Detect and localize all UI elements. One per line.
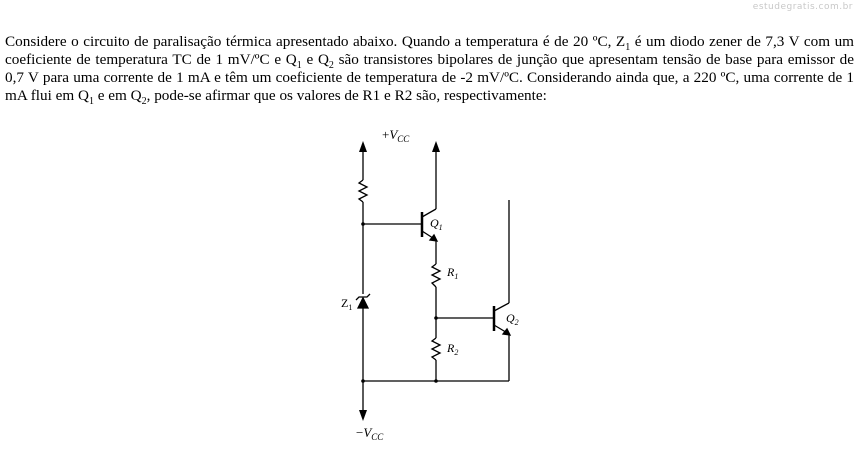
vcc-pos-arrow-right — [432, 141, 440, 152]
question-part-3: e Q — [301, 51, 329, 68]
q2-subscript: 2 — [328, 60, 334, 72]
vcc-pos-arrow-left — [359, 141, 367, 152]
z1-label: $Z_1$ — [341, 296, 353, 312]
question-part-2: é um diodo zener de 7,3 V com um coeficiente de temperatura TC de 1 mV/ºC e Q — [5, 33, 854, 68]
q1-subscript: 1 — [296, 60, 302, 72]
resistor-r1 — [432, 264, 440, 287]
q1-label: $Q_1$ — [430, 216, 443, 232]
watermark: estudegratis.com.br — [752, 2, 853, 12]
junction-dots — [361, 222, 438, 383]
question-part-5: e em Q — [93, 87, 142, 104]
vcc-neg-label: $-V_{CC}$ — [356, 425, 384, 442]
zener-diode-z1 — [356, 294, 370, 308]
vcc-neg-arrow — [359, 410, 367, 421]
r2-label: $R_2$ — [447, 341, 459, 357]
question-part-1: Considere o circuito de paralisação térmica apresentado abaixo. Quando a temperatura é de 20 ºC, Z — [5, 33, 626, 50]
q2-label: $Q_2$ — [506, 311, 519, 327]
vcc-pos-label: $+V_{CC}$ — [382, 127, 410, 144]
r1-label: $R_1$ — [447, 265, 459, 281]
question-part-6: , pode-se afirmar que os valores de R1 e R2 são, respectivamente: — [146, 87, 547, 104]
bias-resistor — [359, 180, 367, 202]
q2-subscript-2: 2 — [141, 96, 147, 108]
question-part-4: são transistores bipolares de junção que apresentam tensão de base para emissor de 0,7 V para uma corrente de 1 mA e têm um coeficiente de temperatura de -2 mV/ºC. Considerando ainda que, a 220 ºC, uma corrente de 1 mA flui em Q — [5, 51, 854, 104]
circuit-wires — [356, 148, 510, 412]
z1-subscript: 1 — [625, 42, 631, 54]
resistor-r2 — [432, 338, 440, 360]
q1-subscript-2: 1 — [88, 96, 94, 108]
